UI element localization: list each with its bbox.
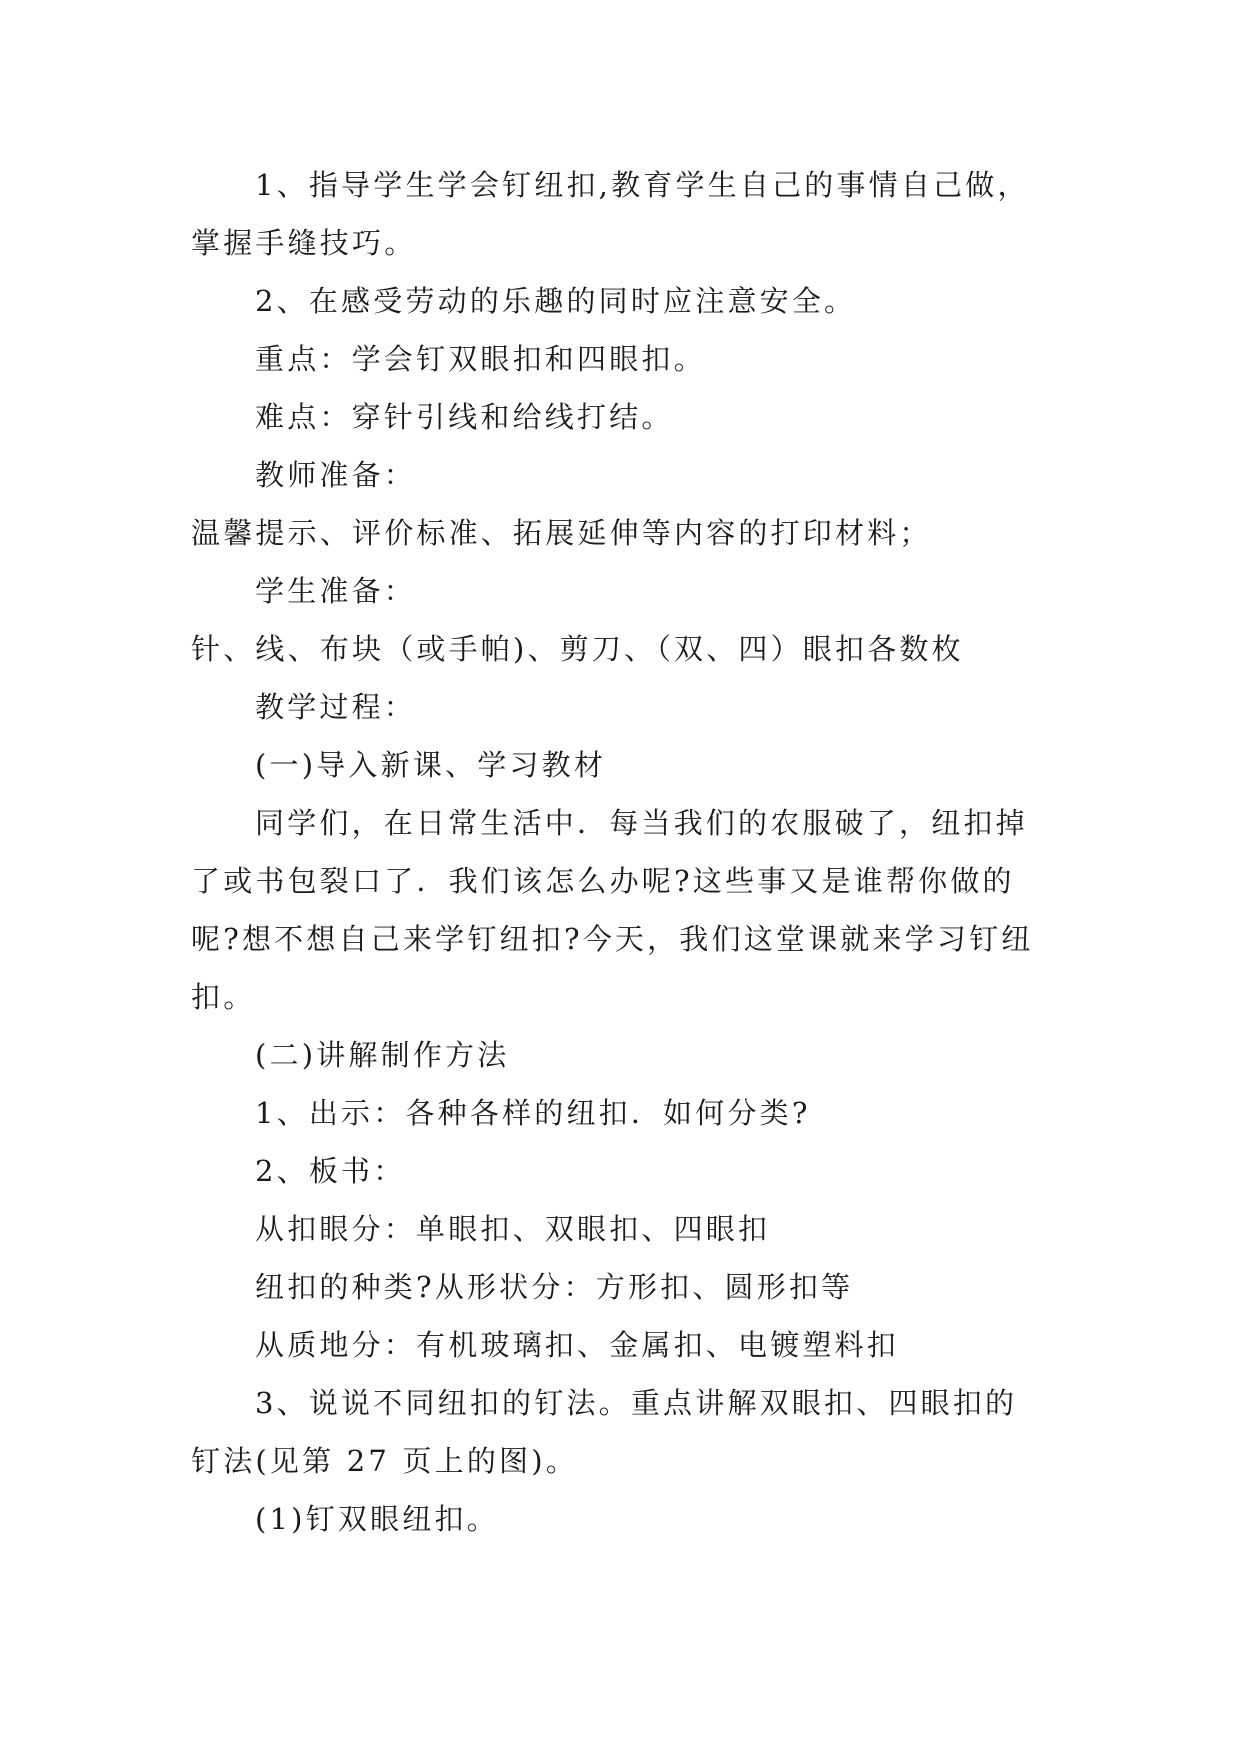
- paragraph-line: 教师准备：: [255, 458, 417, 492]
- paragraph-line: 教学过程：: [255, 690, 417, 724]
- document-body: [191, 156, 1061, 1548]
- paragraph-line: 针、线、布块（或手帕)、剪刀、（双、四）眼扣各数枚: [191, 632, 964, 666]
- paragraph-line: 2、在感受劳动的乐趣的同时应注意安全。: [255, 284, 857, 318]
- paragraph-line: 1、出示：各种各样的纽扣．如何分类?: [255, 1096, 811, 1130]
- paragraph-line: 扣。: [191, 980, 256, 1014]
- paragraph-line: 掌握手缝技巧。: [191, 226, 417, 260]
- paragraph-line: 重点：学会钉双眼扣和四眼扣。: [255, 342, 706, 376]
- paragraph-line: 从扣眼分：单眼扣、双眼扣、四眼扣: [255, 1212, 771, 1246]
- paragraph-line: 1、指导学生学会钉纽扣,教育学生自己的事情自己做，: [255, 168, 1030, 202]
- paragraph-line: 3、说说不同纽扣的钉法。重点讲解双眼扣、四眼扣的: [255, 1386, 1018, 1420]
- paragraph-line: 2、板书：: [255, 1154, 406, 1188]
- paragraph-line: 钉法(见第 27 页上的图)。: [191, 1444, 578, 1478]
- paragraph-line: 难点：穿针引线和给线打结。: [255, 400, 674, 434]
- paragraph-line: (二)讲解制作方法: [255, 1038, 510, 1072]
- paragraph-line: 纽扣的种类?从形状分：方形扣、圆形扣等: [255, 1270, 854, 1304]
- paragraph-line: 同学们，在日常生活中．每当我们的农服破了，纽扣掉: [255, 806, 1028, 840]
- paragraph-line: 从质地分：有机玻璃扣、金属扣、电镀塑料扣: [255, 1328, 900, 1362]
- paragraph-line: 了或书包裂口了．我们该怎么办呢?这些事又是谁帮你做的: [191, 864, 1015, 898]
- paragraph-line: (1)钉双眼纽扣。: [255, 1502, 499, 1536]
- paragraph-line: 温馨提示、评价标准、拓展延伸等内容的打印材料；: [191, 516, 932, 550]
- paragraph-line: 学生准备：: [255, 574, 417, 608]
- paragraph-line: 呢?想不想自己来学钉纽扣?今天，我们这堂课就来学习钉纽: [191, 922, 1034, 956]
- paragraph-line: (一)导入新课、学习教材: [255, 748, 607, 782]
